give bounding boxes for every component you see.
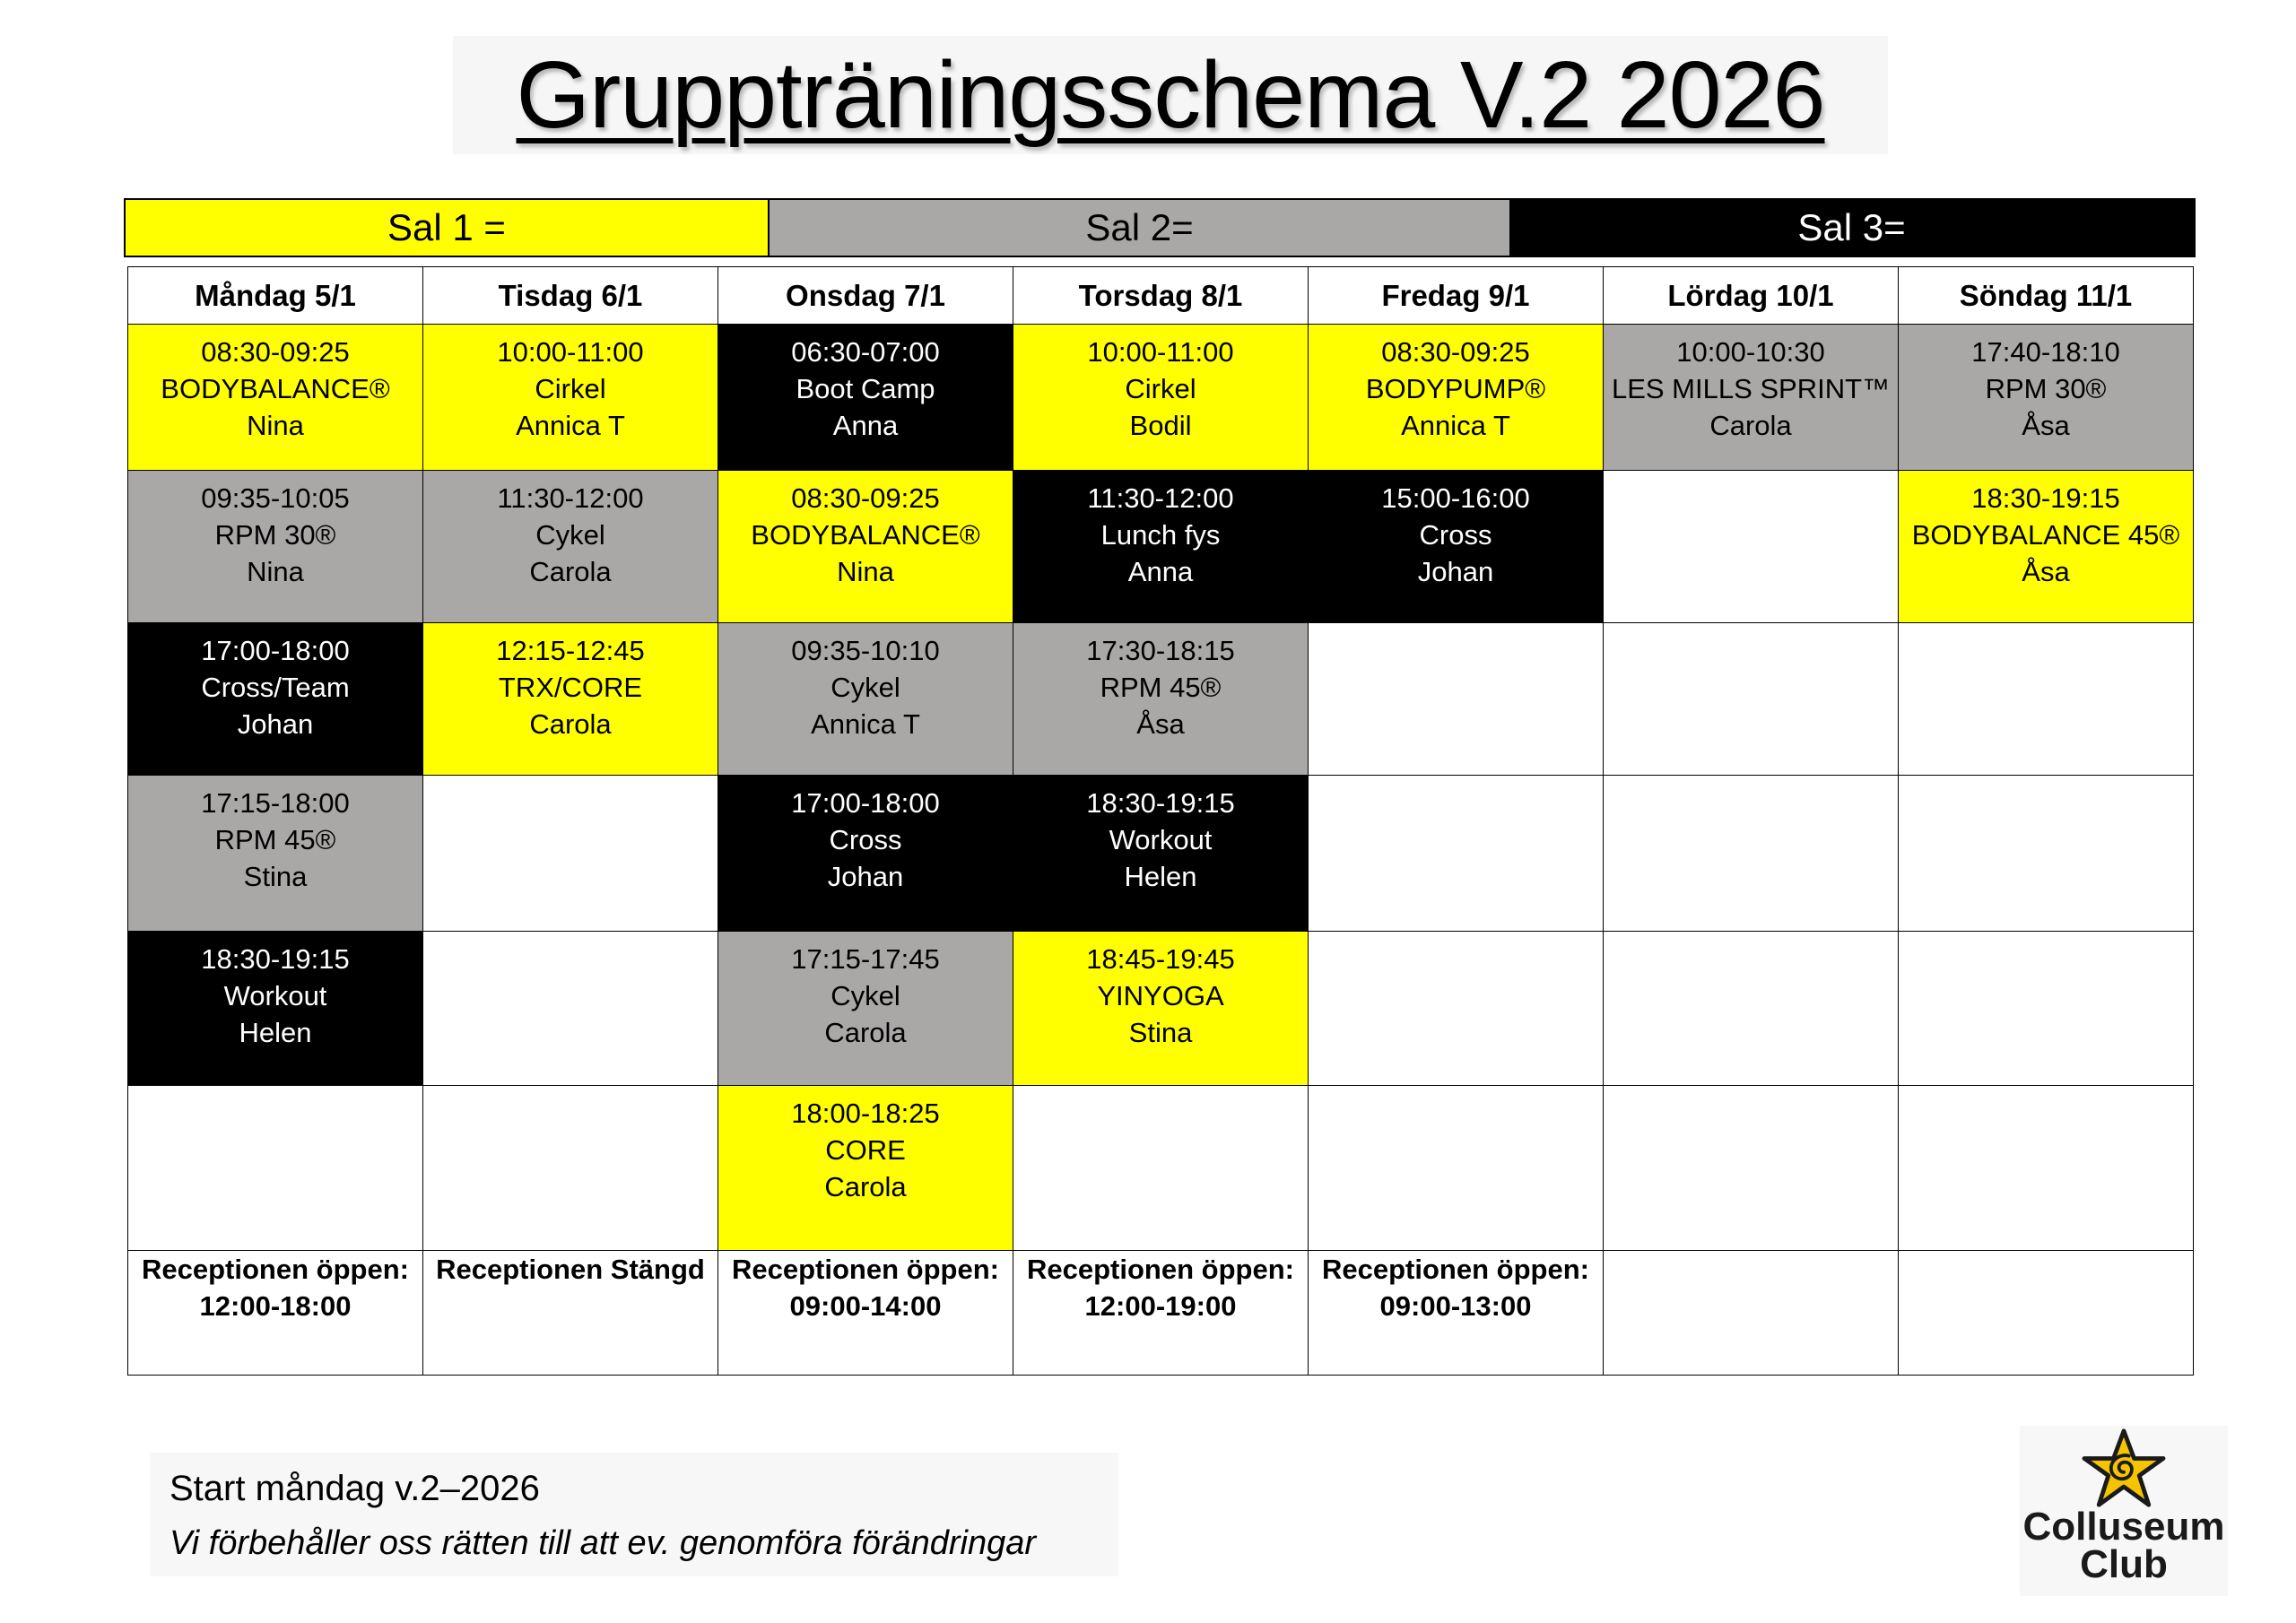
logo-name-line1: Colluseum — [2022, 1505, 2225, 1549]
class-trainer: Anna — [832, 410, 899, 441]
class-name: BODYBALANCE® — [161, 373, 390, 404]
class-name: YINYOGA — [1097, 980, 1224, 1011]
empty-slot — [1604, 932, 1899, 1086]
empty-slot — [423, 932, 718, 1086]
class-slot — [423, 623, 718, 776]
class-trainer: Annica T — [1401, 410, 1510, 441]
class-name: BODYPUMP® — [1365, 373, 1546, 404]
empty-slot — [1899, 776, 2194, 932]
class-trainer: Johan — [237, 708, 314, 740]
day-header: Lördag 10/1 — [1604, 267, 1899, 325]
reception-hours — [1899, 1251, 2194, 1376]
empty-slot — [1604, 471, 1899, 623]
class-slot — [718, 932, 1013, 1086]
class-name: LES MILLS SPRINT™ — [1611, 373, 1891, 404]
class-slot — [718, 623, 1013, 776]
class-name: Lunch fys — [1100, 519, 1221, 551]
class-time: 11:30-12:00 — [1087, 482, 1234, 514]
class-slot — [1899, 471, 2194, 623]
class-name: Workout — [1109, 824, 1213, 855]
class-slot — [1899, 325, 2194, 471]
reception-line2: 12:00-19:00 — [1084, 1290, 1237, 1322]
class-time: 08:30-09:25 — [791, 482, 940, 514]
class-trainer: Stina — [1128, 1017, 1193, 1048]
class-trainer: Johan — [827, 861, 904, 892]
reception-line2: 12:00-18:00 — [199, 1290, 352, 1322]
class-time: 06:30-07:00 — [791, 336, 940, 368]
class-trainer: Nina — [837, 556, 894, 587]
page-title: Gruppträningsschema V.2 2026 — [516, 41, 1825, 148]
schedule-row — [128, 623, 2194, 776]
class-slot — [1604, 325, 1899, 471]
empty-slot — [1899, 623, 2194, 776]
class-time: 10:00-10:30 — [1676, 336, 1825, 368]
empty-slot — [1899, 932, 2194, 1086]
class-name: RPM 30® — [214, 519, 336, 551]
class-slot — [1309, 471, 1604, 623]
class-trainer: Carola — [529, 556, 612, 587]
class-time: 08:30-09:25 — [201, 336, 350, 368]
reception-line1: Receptionen Stängd — [436, 1254, 705, 1285]
reception-hours — [1013, 1251, 1309, 1376]
legend-sal2: Sal 2= — [770, 200, 1509, 256]
class-slot — [128, 471, 423, 623]
reception-hours — [423, 1251, 718, 1376]
class-trainer: Annica T — [516, 410, 625, 441]
class-time: 18:30-19:15 — [1971, 482, 2120, 514]
legend-sal3: Sal 3= — [1509, 200, 2194, 256]
class-name: RPM 45® — [214, 824, 336, 855]
class-trainer: Helen — [239, 1017, 312, 1048]
class-trainer: Johan — [1417, 556, 1494, 587]
class-name: Cykel — [535, 519, 605, 551]
reception-line1: Receptionen öppen: — [1027, 1254, 1294, 1285]
class-slot — [1309, 325, 1604, 471]
reception-line2: 09:00-14:00 — [789, 1290, 942, 1322]
footer-info — [150, 1453, 1118, 1576]
footer-start-text: Start måndag v.2–2026 — [170, 1469, 540, 1508]
class-time: 10:00-11:00 — [497, 336, 644, 368]
class-time: 18:45-19:45 — [1086, 943, 1235, 975]
class-trainer: Bodil — [1129, 410, 1192, 441]
class-trainer: Annica T — [811, 708, 920, 740]
class-trainer: Stina — [243, 861, 308, 892]
class-name: Cykel — [831, 672, 900, 703]
empty-slot — [423, 776, 718, 932]
reception-line2: 09:00-13:00 — [1379, 1290, 1532, 1322]
class-slot — [718, 776, 1013, 932]
star-icon — [2081, 1428, 2167, 1508]
class-time: 18:30-19:15 — [201, 943, 350, 975]
reception-line1: Receptionen öppen: — [142, 1254, 409, 1285]
class-name: RPM 45® — [1100, 672, 1222, 703]
class-trainer: Nina — [247, 556, 304, 587]
class-time: 17:30-18:15 — [1086, 635, 1235, 666]
day-header-row — [128, 267, 2194, 325]
class-time: 09:35-10:05 — [201, 482, 350, 514]
club-logo — [2020, 1426, 2228, 1596]
class-trainer: Carola — [1709, 410, 1792, 441]
class-time: 17:00-18:00 — [201, 635, 350, 666]
class-trainer: Carola — [824, 1171, 907, 1202]
empty-slot — [128, 1086, 423, 1251]
schedule-table — [127, 266, 2194, 1376]
empty-slot — [1604, 623, 1899, 776]
class-slot — [423, 471, 718, 623]
day-header: Fredag 9/1 — [1309, 267, 1604, 325]
class-slot — [128, 932, 423, 1086]
class-name: CORE — [825, 1134, 906, 1166]
empty-slot — [1309, 932, 1604, 1086]
empty-slot — [1604, 776, 1899, 932]
class-time: 17:00-18:00 — [791, 787, 940, 819]
class-name: Boot Camp — [796, 373, 935, 404]
class-time: 08:30-09:25 — [1381, 336, 1530, 368]
class-time: 15:00-16:00 — [1381, 482, 1530, 514]
class-time: 18:30-19:15 — [1086, 787, 1235, 819]
reception-hours — [1604, 1251, 1899, 1376]
class-slot — [128, 776, 423, 932]
class-time: 17:40-18:10 — [1971, 336, 2120, 368]
class-name: Cross — [829, 824, 902, 855]
schedule-row — [128, 776, 2194, 932]
class-name: Cirkel — [535, 373, 606, 404]
class-trainer: Åsa — [2022, 556, 2070, 587]
schedule-row — [128, 1086, 2194, 1251]
empty-slot — [1899, 1086, 2194, 1251]
empty-slot — [1309, 776, 1604, 932]
class-time: 18:00-18:25 — [791, 1098, 940, 1129]
class-name: Cirkel — [1125, 373, 1196, 404]
class-slot — [718, 1086, 1013, 1251]
schedule-row — [128, 932, 2194, 1086]
reception-hours — [1309, 1251, 1604, 1376]
class-slot — [128, 325, 423, 471]
class-slot — [423, 325, 718, 471]
class-trainer: Nina — [247, 410, 304, 441]
class-slot — [1013, 932, 1309, 1086]
class-name: TRX/CORE — [498, 672, 643, 703]
class-slot — [1013, 623, 1309, 776]
class-trainer: Anna — [1127, 556, 1194, 587]
class-slot — [128, 623, 423, 776]
day-header: Måndag 5/1 — [128, 267, 423, 325]
day-header: Söndag 11/1 — [1899, 267, 2194, 325]
logo-name-line2: Club — [2080, 1542, 2168, 1586]
class-trainer: Carola — [529, 708, 612, 740]
class-trainer: Carola — [824, 1017, 907, 1048]
class-time: 17:15-18:00 — [201, 787, 350, 819]
reception-hours — [128, 1251, 423, 1376]
footer-disclaimer: Vi förbehåller oss rätten till att ev. genomföra förändringar — [170, 1524, 1036, 1562]
class-time: 11:30-12:00 — [497, 482, 644, 514]
class-trainer: Helen — [1124, 861, 1197, 892]
class-time: 17:15-17:45 — [791, 943, 940, 975]
title-banner — [453, 36, 1888, 154]
class-name: Workout — [223, 980, 327, 1011]
class-trainer: Åsa — [1136, 708, 1185, 740]
legend-sal1: Sal 1 = — [126, 200, 770, 256]
reception-line1: Receptionen öppen: — [1322, 1254, 1589, 1285]
class-name: Cross/Team — [201, 672, 350, 703]
class-name: RPM 30® — [1985, 373, 2107, 404]
class-slot — [718, 471, 1013, 623]
class-time: 12:15-12:45 — [496, 635, 645, 666]
class-name: BODYBALANCE 45® — [1911, 519, 2180, 551]
class-slot — [1013, 325, 1309, 471]
room-legend — [124, 198, 2196, 257]
reception-hours — [718, 1251, 1013, 1376]
day-header: Tisdag 6/1 — [423, 267, 718, 325]
class-trainer: Åsa — [2022, 410, 2070, 441]
class-time: 09:35-10:10 — [791, 635, 940, 666]
class-slot — [718, 325, 1013, 471]
day-header: Torsdag 8/1 — [1013, 267, 1309, 325]
empty-slot — [1309, 1086, 1604, 1251]
empty-slot — [423, 1086, 718, 1251]
class-name: BODYBALANCE® — [751, 519, 980, 551]
class-slot — [1013, 471, 1309, 623]
day-header: Onsdag 7/1 — [718, 267, 1013, 325]
logo-name — [2022, 1505, 2225, 1586]
class-slot — [1013, 776, 1309, 932]
schedule-row — [128, 325, 2194, 471]
class-name: Cross — [1419, 519, 1492, 551]
empty-slot — [1013, 1086, 1309, 1251]
reception-line1: Receptionen öppen: — [732, 1254, 999, 1285]
schedule-row — [128, 471, 2194, 623]
class-name: Cykel — [831, 980, 900, 1011]
empty-slot — [1604, 1086, 1899, 1251]
reception-row — [128, 1251, 2194, 1376]
class-time: 10:00-11:00 — [1087, 336, 1234, 368]
empty-slot — [1309, 623, 1604, 776]
